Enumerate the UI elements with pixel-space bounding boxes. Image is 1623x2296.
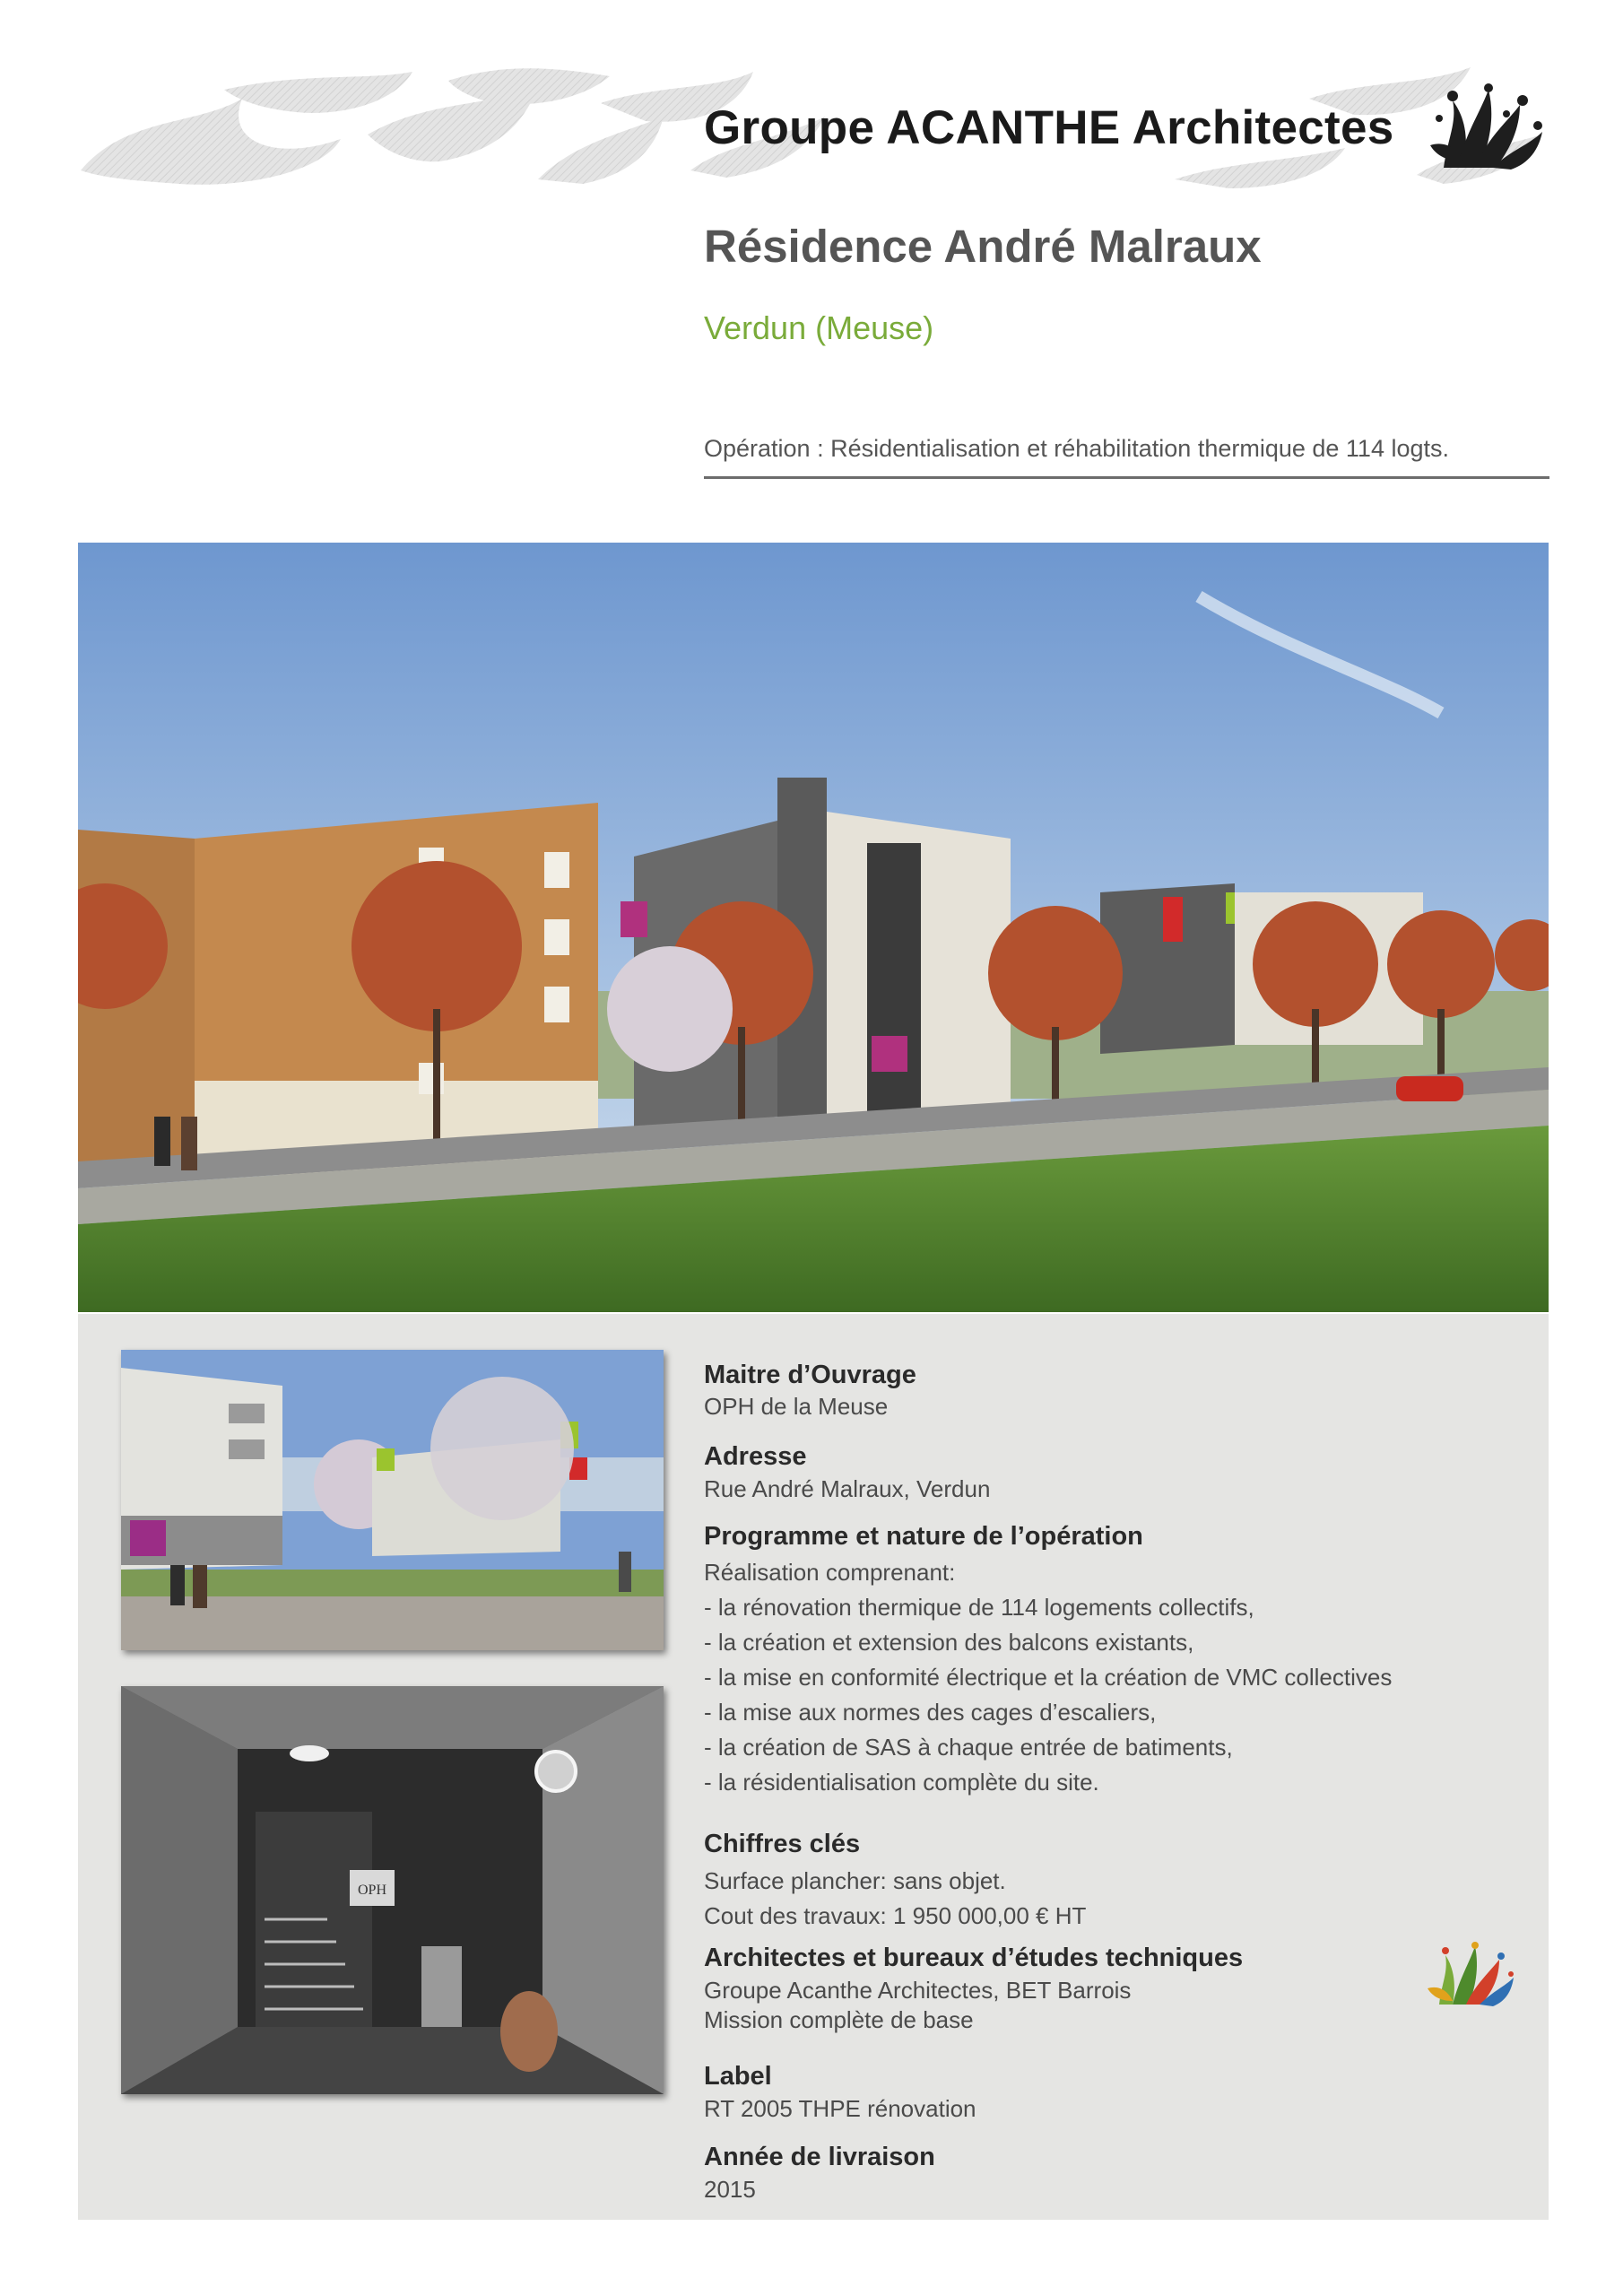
oph-sign: OPH (357, 1883, 387, 1898)
address-heading: Adresse (704, 1442, 807, 1471)
owner-heading: Maitre d’Ouvrage (704, 1361, 916, 1389)
program-item: - la création de SAS à chaque entrée de batiments, (704, 1734, 1233, 1761)
key-figures-heading: Chiffres clés (704, 1830, 861, 1858)
surface-text: Surface plancher: sans objet. (704, 1867, 1006, 1894)
project-title: Résidence André Malraux (704, 221, 1262, 272)
label-heading: Label (704, 2062, 772, 2091)
architects-heading: Architectes et bureaux d’études techniques (704, 1944, 1244, 1972)
firm-name: Groupe ACANTHE Architectes (704, 101, 1394, 154)
program-item: - la mise en conformité électrique et la création de VMC collectives (704, 1664, 1393, 1691)
program-intro: Réalisation comprenant: (704, 1559, 956, 1586)
program-heading: Programme et nature de l’opération (704, 1522, 1143, 1551)
address-text: Rue André Malraux, Verdun (704, 1475, 991, 1502)
architects-text: Groupe Acanthe Architectes, BET Barrois (704, 1977, 1132, 2004)
divider (704, 476, 1549, 479)
delivery-heading: Année de livraison (704, 2143, 935, 2171)
program-item: - la rénovation thermique de 114 logements collectifs, (704, 1594, 1254, 1621)
interior-image (121, 1686, 664, 2094)
program-item: - la mise aux normes des cages d’escaliers, (704, 1699, 1157, 1726)
program-item: - la création et extension des balcons existants, (704, 1629, 1194, 1656)
hero-image (78, 543, 1549, 1312)
delivery-text: 2015 (704, 2176, 756, 2203)
mission-text: Mission complète de base (704, 2006, 974, 2033)
project-location: Verdun (Meuse) (704, 309, 934, 346)
acanthe-color-logo-icon (1426, 1942, 1515, 2009)
owner-text: OPH de la Meuse (704, 1393, 889, 1420)
exterior-image (121, 1350, 664, 1650)
acanthe-leaf-logo-icon (1426, 83, 1547, 172)
label-text: RT 2005 THPE rénovation (704, 2095, 976, 2122)
operation-description: Opération : Résidentialisation et réhabilitation thermique de 114 logts. (704, 435, 1450, 462)
cost-text: Cout des travaux: 1 950 000,00 € HT (704, 1902, 1087, 1929)
program-item: - la résidentialisation complète du site. (704, 1769, 1099, 1796)
